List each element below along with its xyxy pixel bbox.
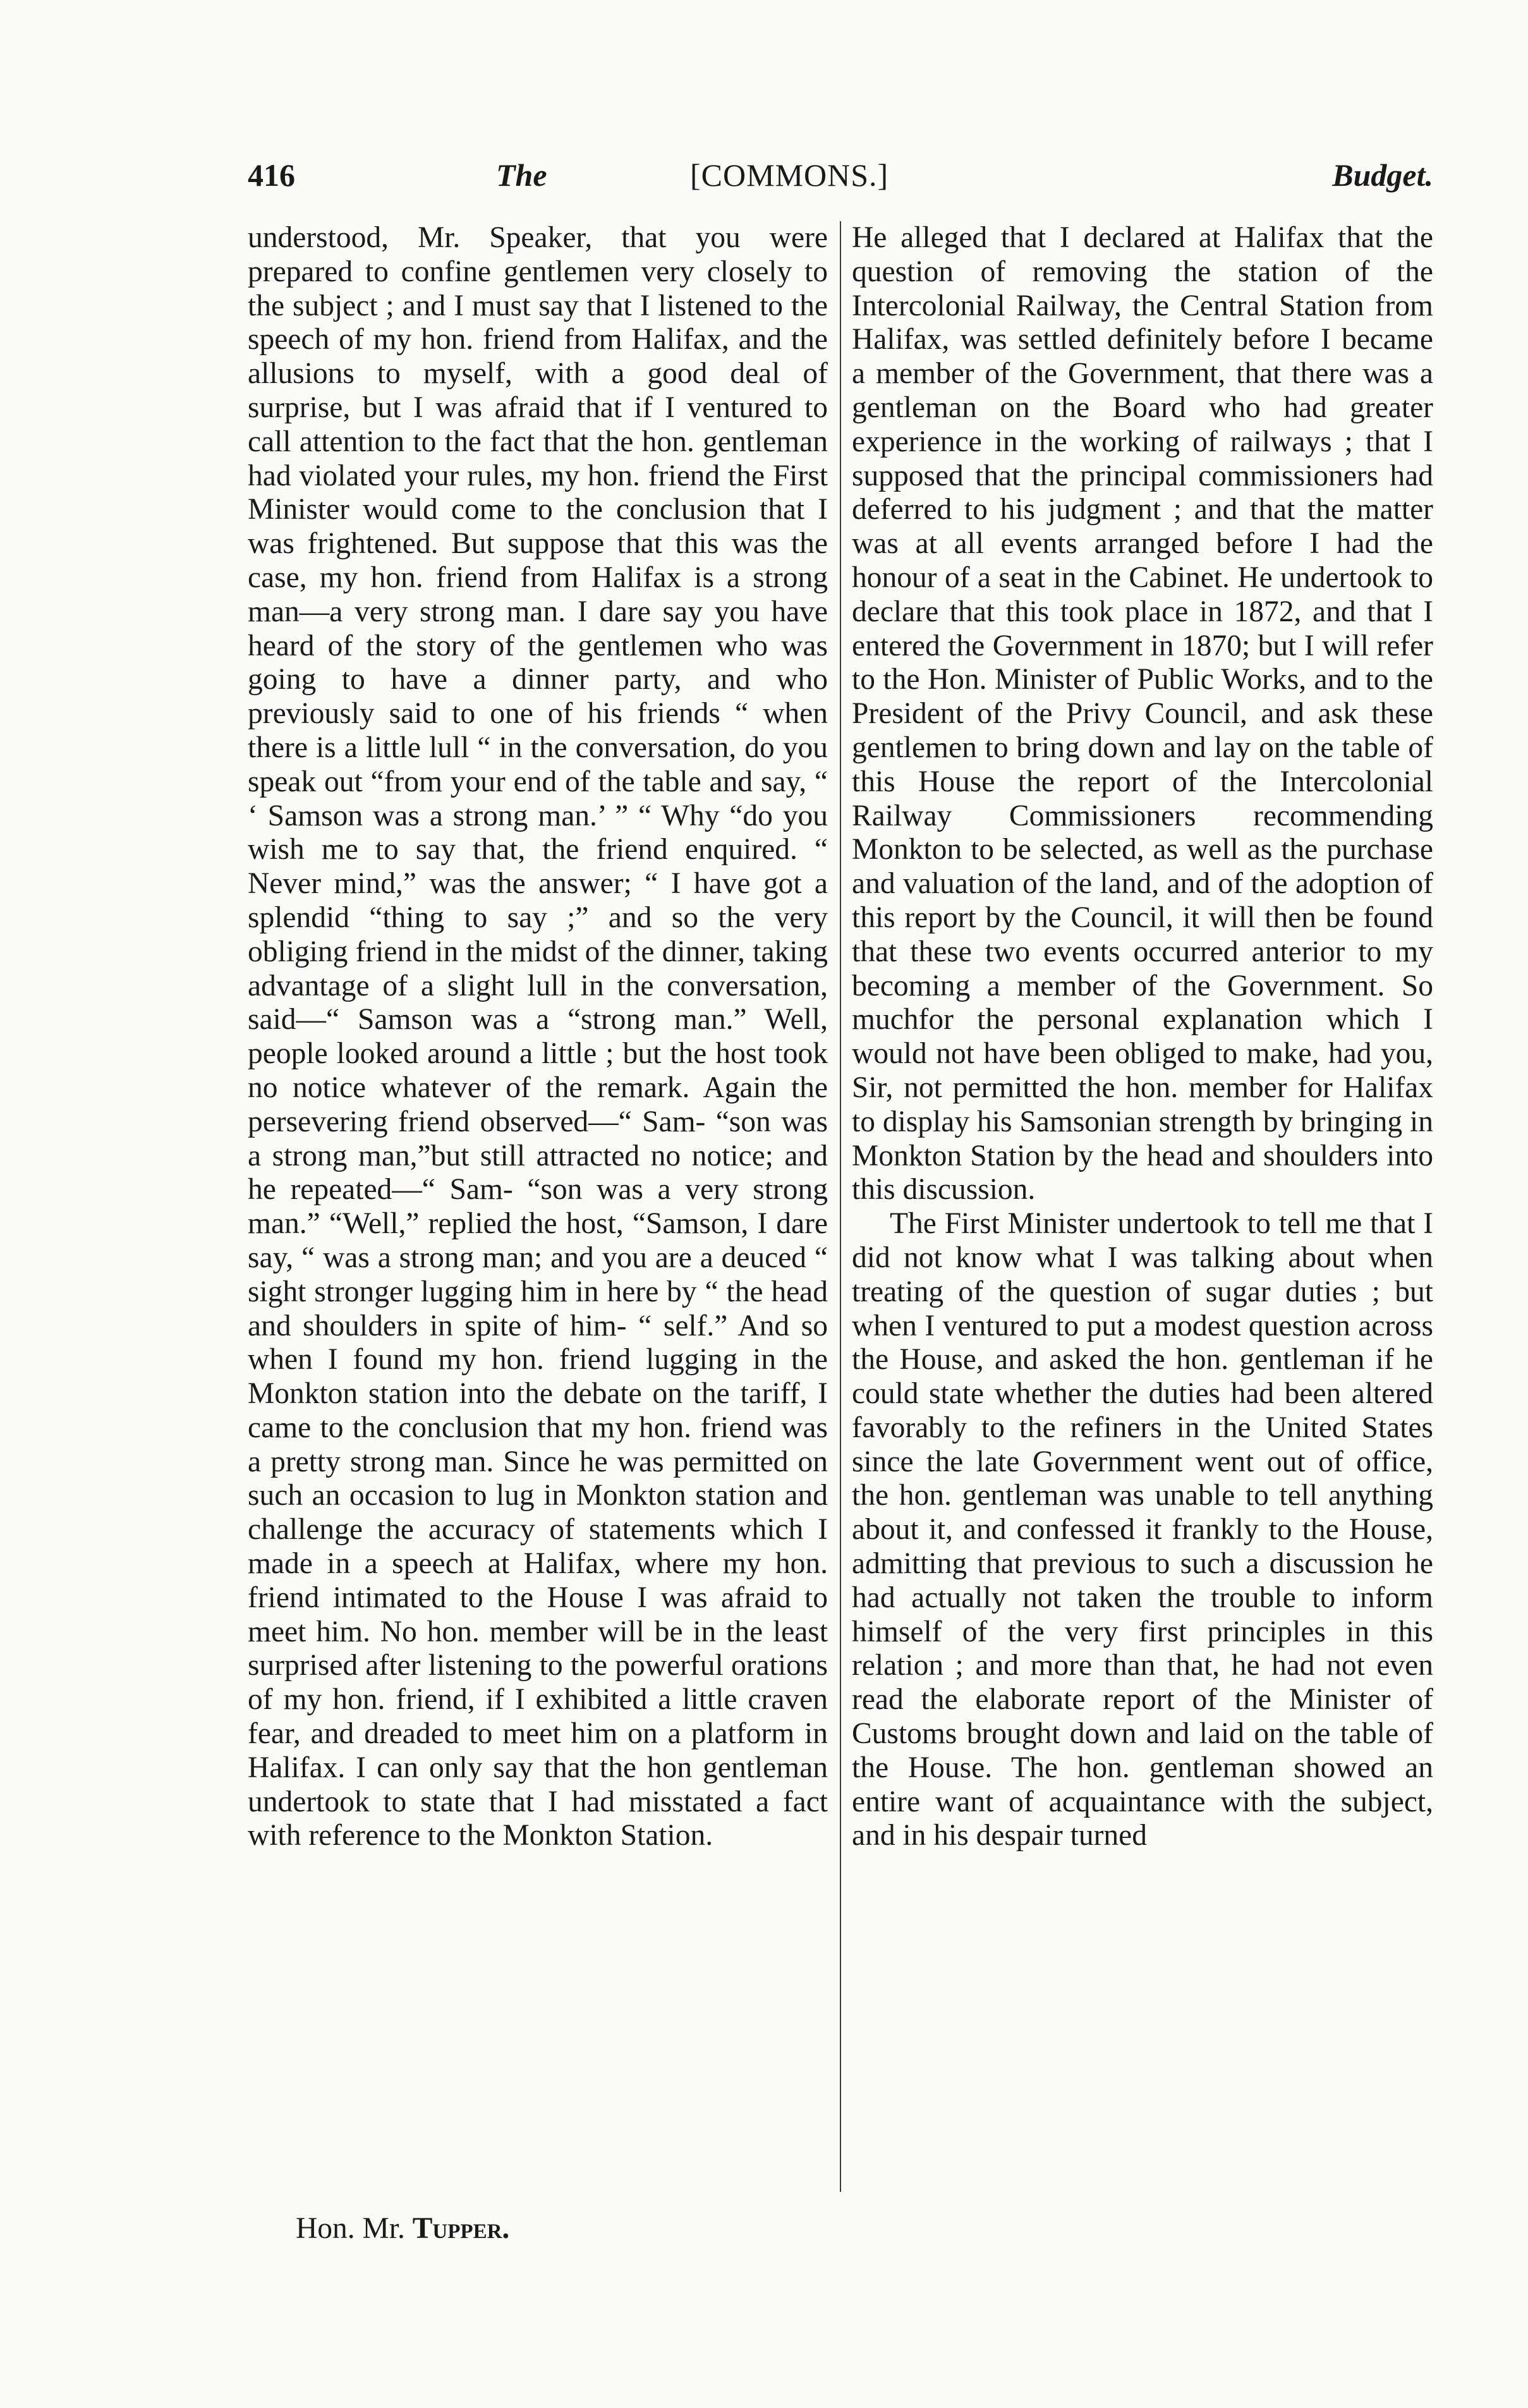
running-title-center: [COMMONS.] <box>690 157 889 193</box>
page-number: 416 <box>248 157 295 193</box>
running-title-left: The <box>496 157 547 193</box>
left-column <box>248 221 828 1853</box>
speaker-attribution <box>296 2210 509 2247</box>
speaker-prefix: Hon. Mr. <box>296 2212 405 2245</box>
column-divider <box>840 221 841 2192</box>
running-title-right: Budget. <box>1332 157 1433 193</box>
right-column <box>852 221 1433 1853</box>
right-paragraph-1: He alleged that I declared at Halifax that the question of removing the station of the Intercolonial Railway, the Central Station from Halifax, was settled definitely before I became a member of the Government, that there was a gentleman on the Board who had greater experience in the working of railways ; that I supposed that the principal commissioners had deferred to his judgment ; and that the matter was at all events arranged before I had the honour of a seat in the Cabinet. He undertook to declare that this took place in 1872, and that I entered the Government in 1870; but I will refer to the Hon. Minister of Public Works, and to the President of the Privy Council, and ask these gentlemen to bring down and lay on the table of this House the report of the Intercolonial Railway Commissioners recommending Monkton to be selected, as well as the purchase and valuation of the land, and of the adoption of this report by the Council, it will then be found that these two events occurred anterior to my becoming a member of the Government. So muchfor the personal explanation which I would not have been obliged to make, had you, Sir, not permitted the hon. member for Halifax to display his Samsonian strength by bringing in Monkton Station by the head and shoulders into this discussion. <box>852 221 1433 1207</box>
left-paragraph-1: understood, Mr. Speaker, that you were prepared to confine gentlemen very closely to the subject ; and I must say that I listened to the speech of my hon. friend from Halifax, and the allusions to myself, with a good deal of surprise, but I was afraid that if I ventured to call attention to the fact that the hon. gentleman had violated your rules, my hon. friend the First Minister would come to the conclusion that I was frightened. But suppose that this was the case, my hon. friend from Halifax is a strong man—a very strong man. I dare say you have heard of the story of the gentlemen who was going to have a dinner party, and who previously said to one of his friends “ when there is a little lull “ in the conversation, do you speak out “from your end of the table and say, “ ‘ Samson was a strong man.’ ” “ Why “do you wish me to say that, the friend enquired. “ Never mind,” was the answer; “ I have got a splendid “thing to say ;” and so the very obliging friend in the midst of the dinner, taking advantage of a slight lull in the conversation, said—“ Samson was a “strong man.” Well, people looked around a little ; but the host took no notice whatever of the remark. Again the persevering friend observed—“ Sam- “son was a strong man,”but still attracted no notice; and he repeated—“ Sam- “son was a very strong man.” “Well,” replied the host, “Samson, I dare say, “ was a strong man; and you are a deuced “ sight stronger lugging him in here by “ the head and shoulders in spite of him- “ self.” And so when I found my hon. friend lugging in the Monkton station into the debate on the tariff, I came to the conclusion that my hon. friend was a pretty strong man. Since he was permitted on such an occasion to lug in Monkton station and challenge the accuracy of statements which I made in a speech at Halifax, where my hon. friend intimated to the House I was afraid to meet him. No hon. member will be in the least surprised after listening to the powerful orations of my hon. friend, if I exhibited a little craven fear, and dreaded to meet him on a platform in Halifax. I can only say that the hon gentleman undertook to state that I had misstated a fact with reference to the Monkton Station. <box>248 221 828 1852</box>
right-paragraph-2: The First Minister undertook to tell me that I did not know what I was talking about when treating of the question of sugar duties ; but when I ventured to put a modest question across the House, and asked the hon. gentleman if he could state whether the duties had been altered favorably to the refiners in the United States since the late Government went out of office, the hon. gentleman was unable to tell anything about it, and confessed it frankly to the House, admitting that previous to such a discussion he had actually not taken the trouble to inform himself of the very first principles in this relation ; and more than that, he had not even read the elaborate report of the Minister of Customs brought down and laid on the table of the House. The hon. gentleman showed an entire want of acquaintance with the subject, and in his despair turned <box>852 1207 1433 1852</box>
page-header <box>248 147 1433 204</box>
speaker-name: Tupper. <box>412 2212 510 2245</box>
